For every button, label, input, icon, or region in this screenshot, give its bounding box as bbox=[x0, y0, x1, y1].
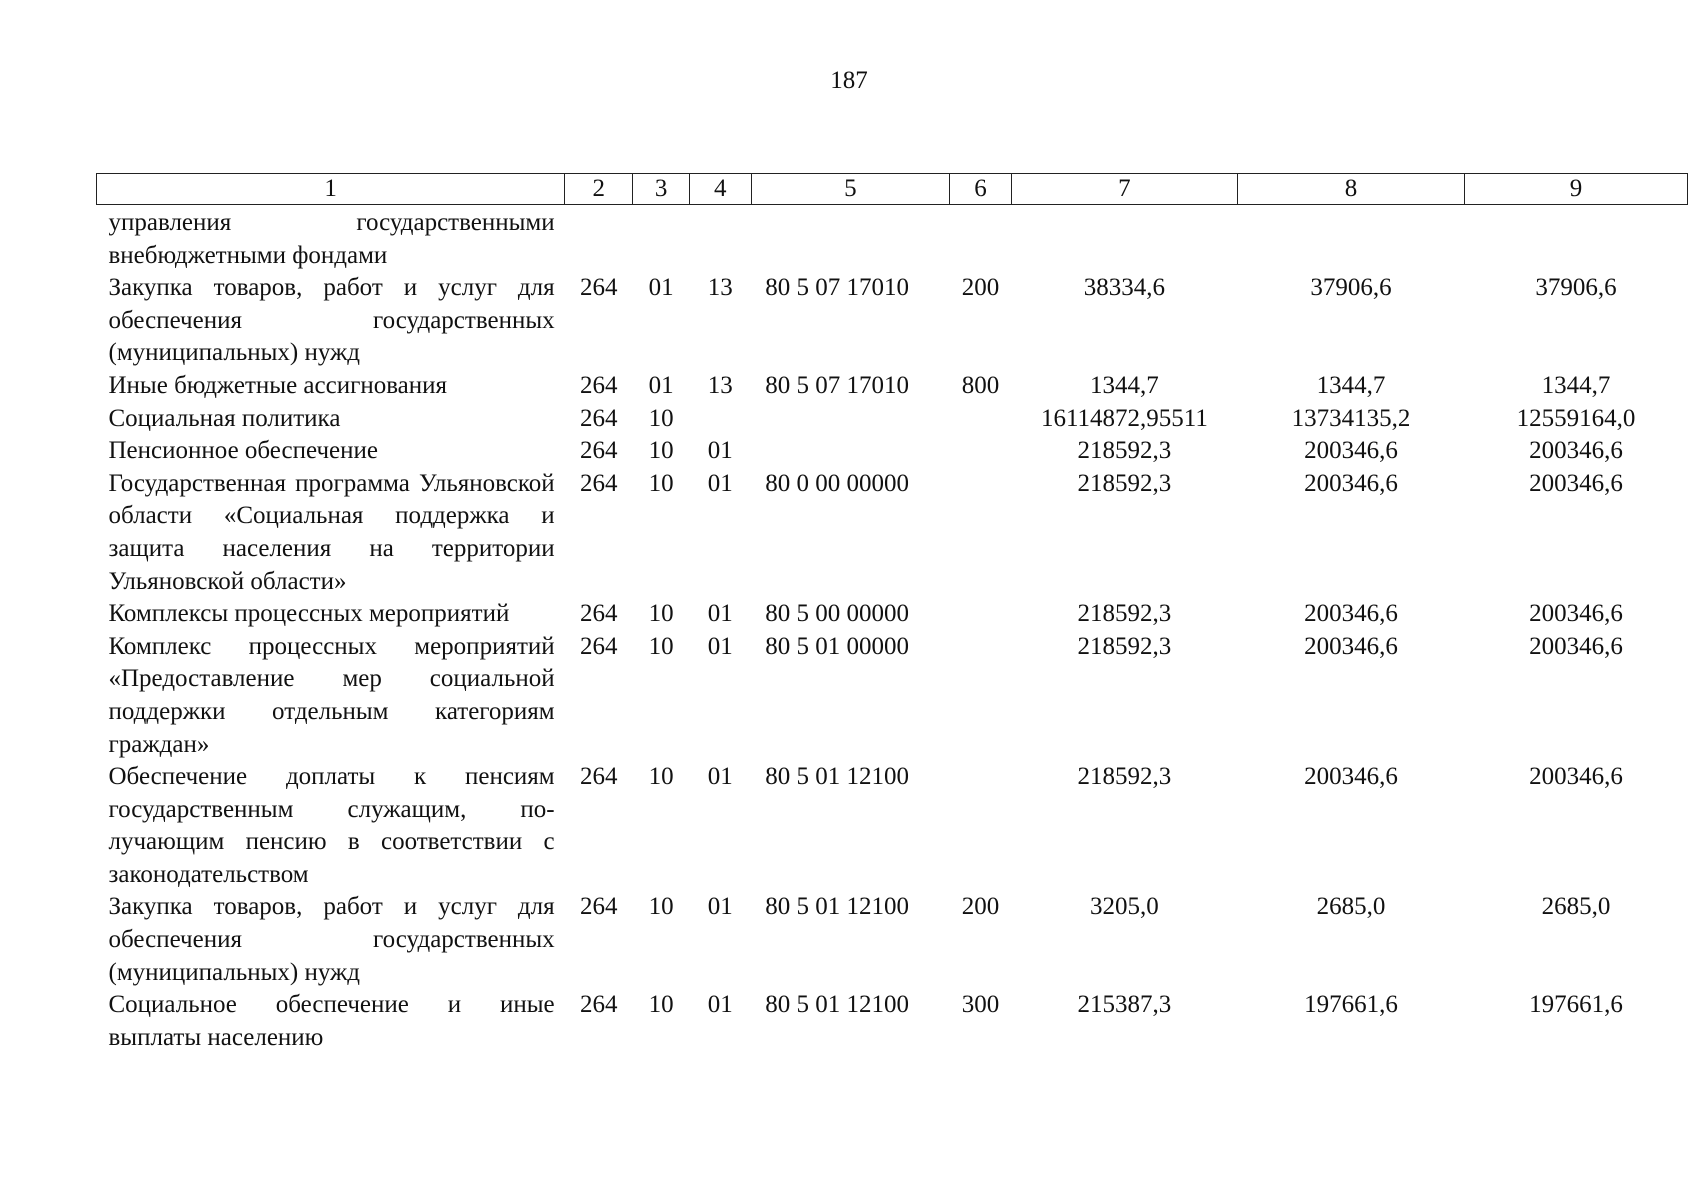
table-row bbox=[97, 761, 1688, 891]
table-row bbox=[97, 370, 1688, 403]
row-name-cell: Закупка товаров, работ и услуг для обеспечения государственных (муниципальных) нужд bbox=[108, 274, 555, 367]
section-cell: 01 bbox=[648, 274, 674, 302]
row-name-cell: Обеспечение доплаты к пенсиям государственным служащим, получающим пенсию в соответствии с законодательством bbox=[108, 763, 555, 888]
amount-col8-cell: 200346,6 bbox=[1304, 763, 1398, 791]
amount-col7-cell: 16114872,95511 bbox=[1040, 404, 1208, 432]
amount-col7-cell: 215387,3 bbox=[1077, 991, 1172, 1019]
amount-col8-cell: 200346,6 bbox=[1304, 600, 1398, 628]
amount-col8-cell: 200346,6 bbox=[1304, 632, 1398, 660]
amount-col8-cell: 200346,6 bbox=[1304, 469, 1398, 497]
target-article-cell bbox=[751, 205, 949, 273]
subsection-cell: 13 bbox=[707, 274, 733, 302]
ministry-code-cell: 264 bbox=[579, 763, 618, 791]
target-article-cell: 80 5 01 00000 bbox=[765, 632, 909, 660]
expense-type-cell bbox=[950, 631, 1012, 761]
section-cell: 10 bbox=[648, 893, 674, 921]
budget-table bbox=[96, 173, 1688, 1054]
row-name-cell: Комплекс процессных мероприятий «Предоставление мер социальной поддержки отдельным категориям граждан» bbox=[108, 632, 555, 758]
row-name-cell: Комплексы процессных мероприятий bbox=[108, 600, 510, 628]
table-row bbox=[97, 205, 1688, 273]
target-article-cell: 80 5 00 00000 bbox=[765, 600, 909, 628]
amount-col7-cell: 1344,7 bbox=[1090, 371, 1159, 399]
section-cell: 01 bbox=[648, 371, 674, 399]
target-article-cell: 80 5 01 12100 bbox=[765, 893, 909, 921]
column-header-5: 5 bbox=[751, 174, 949, 205]
row-name-cell: Социальная политика bbox=[108, 404, 341, 432]
amount-col8-cell: 37906,6 bbox=[1310, 274, 1392, 302]
amount-col7-cell: 3205,0 bbox=[1090, 893, 1159, 921]
row-name-cell: управления государственными внебюджетными фондами bbox=[108, 209, 555, 269]
expense-type-cell bbox=[950, 761, 1012, 891]
expense-type-cell bbox=[950, 468, 1012, 598]
table-row bbox=[97, 272, 1688, 370]
section-cell: 10 bbox=[648, 437, 674, 465]
amount-col9-cell bbox=[1465, 205, 1688, 273]
subsection-cell: 01 bbox=[707, 600, 733, 628]
amount-col7-cell: 218592,3 bbox=[1077, 600, 1172, 628]
table-body bbox=[97, 205, 1688, 1055]
table-row bbox=[97, 598, 1688, 631]
row-name-cell: Социальное обеспечение и иные выплаты населению bbox=[108, 991, 555, 1051]
subsection-cell bbox=[689, 403, 751, 436]
amount-col9-cell: 200346,6 bbox=[1529, 437, 1623, 465]
expense-type-cell bbox=[950, 435, 1012, 468]
amount-col9-cell: 200346,6 bbox=[1529, 469, 1623, 497]
subsection-cell: 13 bbox=[707, 371, 733, 399]
row-name-cell: Иные бюджетные ассигнования bbox=[108, 371, 448, 399]
column-header-1: 1 bbox=[97, 174, 565, 205]
subsection-cell: 01 bbox=[707, 991, 733, 1019]
expense-type-cell: 800 bbox=[961, 371, 1000, 399]
amount-col8-cell: 13734135,2 bbox=[1291, 404, 1411, 432]
amount-col8-cell: 197661,6 bbox=[1304, 991, 1398, 1019]
section-cell: 10 bbox=[648, 763, 674, 791]
amount-col9-cell: 2685,0 bbox=[1541, 893, 1611, 921]
amount-col8-cell: 2685,0 bbox=[1316, 893, 1386, 921]
table-row bbox=[97, 631, 1688, 761]
target-article-cell: 80 5 07 17010 bbox=[765, 371, 909, 399]
expense-type-cell bbox=[950, 598, 1012, 631]
target-article-cell bbox=[751, 403, 949, 436]
section-cell bbox=[633, 205, 690, 273]
subsection-cell bbox=[689, 205, 751, 273]
column-header-2: 2 bbox=[565, 174, 633, 205]
table-header-row bbox=[97, 174, 1688, 205]
table-row bbox=[97, 891, 1688, 989]
amount-col9-cell: 12559164,0 bbox=[1516, 404, 1636, 432]
target-article-cell bbox=[751, 435, 949, 468]
ministry-code-cell: 264 bbox=[579, 893, 618, 921]
amount-col7-cell: 218592,3 bbox=[1077, 469, 1172, 497]
amount-col8-cell: 1344,7 bbox=[1316, 371, 1386, 399]
page-number: 187 bbox=[830, 67, 868, 94]
target-article-cell: 80 5 01 12100 bbox=[765, 763, 909, 791]
amount-col7-cell: 218592,3 bbox=[1077, 437, 1172, 465]
amount-col7-cell: 218592,3 bbox=[1077, 763, 1172, 791]
ministry-code-cell: 264 bbox=[579, 469, 618, 497]
expense-type-cell: 200 bbox=[961, 274, 1000, 302]
column-header-7: 7 bbox=[1011, 174, 1237, 205]
amount-col9-cell: 197661,6 bbox=[1529, 991, 1623, 1019]
subsection-cell: 01 bbox=[707, 437, 733, 465]
section-cell: 10 bbox=[648, 600, 674, 628]
table-row bbox=[97, 989, 1688, 1054]
subsection-cell: 01 bbox=[707, 893, 733, 921]
section-cell: 10 bbox=[648, 469, 674, 497]
column-header-6: 6 bbox=[950, 174, 1012, 205]
table-row bbox=[97, 403, 1688, 436]
amount-col7-cell: 38334,6 bbox=[1083, 274, 1166, 302]
column-header-3: 3 bbox=[633, 174, 690, 205]
amount-col9-cell: 200346,6 bbox=[1529, 763, 1623, 791]
subsection-cell: 01 bbox=[707, 763, 733, 791]
ministry-code-cell: 264 bbox=[579, 991, 618, 1019]
column-header-4: 4 bbox=[689, 174, 751, 205]
ministry-code-cell bbox=[565, 205, 633, 273]
target-article-cell: 80 0 00 00000 bbox=[765, 469, 909, 497]
subsection-cell: 01 bbox=[707, 632, 733, 660]
ministry-code-cell: 264 bbox=[579, 632, 618, 660]
amount-col8-cell: 200346,6 bbox=[1304, 437, 1398, 465]
section-cell: 10 bbox=[648, 991, 674, 1019]
section-cell: 10 bbox=[648, 404, 674, 432]
amount-col7-cell bbox=[1011, 205, 1237, 273]
target-article-cell: 80 5 01 12100 bbox=[765, 991, 909, 1019]
row-name-cell: Государственная программа Ульяновской области «Социальная поддержка и защита населения на территории Ульяновской области» bbox=[108, 469, 555, 595]
expense-type-cell bbox=[950, 205, 1012, 273]
section-cell: 10 bbox=[648, 632, 674, 660]
row-name-cell: Закупка товаров, работ и услуг для обеспечения государственных (муниципальных) нужд bbox=[108, 893, 555, 986]
amount-col9-cell: 200346,6 bbox=[1529, 600, 1623, 628]
ministry-code-cell: 264 bbox=[579, 274, 618, 302]
ministry-code-cell: 264 bbox=[579, 437, 618, 465]
subsection-cell: 01 bbox=[707, 469, 733, 497]
amount-col9-cell: 200346,6 bbox=[1529, 632, 1623, 660]
expense-type-cell bbox=[950, 403, 1012, 436]
ministry-code-cell: 264 bbox=[579, 600, 618, 628]
column-header-8: 8 bbox=[1237, 174, 1464, 205]
expense-type-cell: 200 bbox=[961, 893, 1000, 921]
table-row bbox=[97, 435, 1688, 468]
amount-col7-cell: 218592,3 bbox=[1077, 632, 1172, 660]
amount-col9-cell: 37906,6 bbox=[1535, 274, 1617, 302]
column-header-9: 9 bbox=[1465, 174, 1688, 205]
amount-col9-cell: 1344,7 bbox=[1541, 371, 1611, 399]
ministry-code-cell: 264 bbox=[579, 371, 618, 399]
ministry-code-cell: 264 bbox=[579, 404, 618, 432]
expense-type-cell: 300 bbox=[961, 991, 1000, 1019]
target-article-cell: 80 5 07 17010 bbox=[765, 274, 909, 302]
table-row bbox=[97, 468, 1688, 598]
row-name-cell: Пенсионное обеспечение bbox=[108, 437, 378, 465]
amount-col8-cell bbox=[1237, 205, 1464, 273]
